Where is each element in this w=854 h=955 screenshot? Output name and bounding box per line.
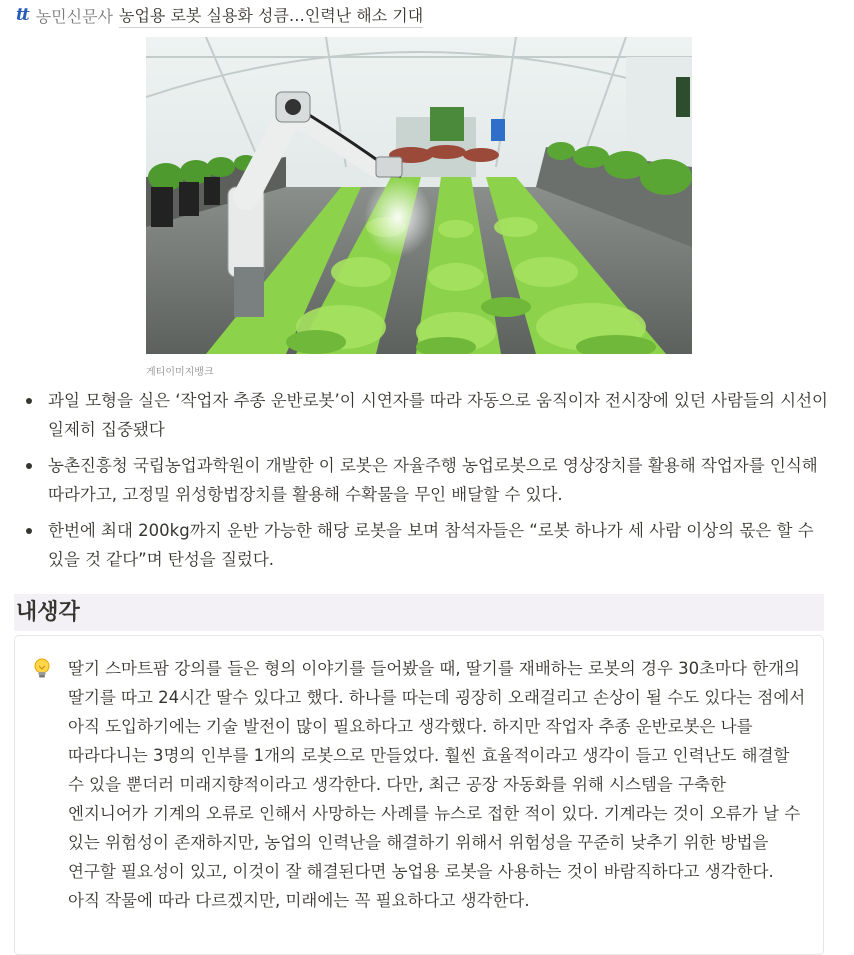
bullet-text: 과일 모형을 실은 ‘작업자 추종 운반로봇’이 시연자를 따라 자동으로 움직이자 전시장에 있던 사람들의 시선이 일제히 집중됐다	[48, 391, 828, 439]
bookmark-link[interactable]	[16, 2, 423, 28]
bullet-dot-icon	[26, 528, 32, 534]
bullet-text: 한번에 최대 200kg까지 운반 가능한 해당 로봇을 보며 참석자들은 “로봇 하나가 세 사람 이상의 몫은 할 수 있을 것 같다”며 탄성을 질렀다.	[48, 521, 814, 569]
summary-bullet-list	[22, 386, 830, 581]
section-heading: 내생각	[14, 594, 824, 631]
link-title[interactable]: 농업용 로봇 실용화 성큼…인력난 해소 기대	[119, 3, 423, 28]
lightbulb-icon	[33, 658, 51, 684]
bullet-dot-icon	[26, 463, 32, 469]
link-source: 농민신문사	[35, 6, 113, 26]
callout-text: 딸기 스마트팜 강의를 들은 형의 이야기를 들어봤을 때, 딸기를 재배하는 로봇의 경우 30초마다 한개의 딸기를 따고 24시간 딸수 있다고 했다. 하나를 따는데 굉장히 오래걸리고 손상이 될 수도 있다는 점에서 아직 도입하기에는 기술 발전이 많이 필요하다고 생각했다. 하지만 작업자 추종 운반로봇은 나를 따라다니는 3명의 인부를 1개의 로봇으로 만들었다. 훨씬 효율적이라고 생각이 들고 인력난도 해결할 수 있을 뿐더러 미래지향적이라고 생각한다. 다만, 최근 공장 자동화를 위해 시스템을 구축한 엔지니어가 기계의 오류로 인해서 사망하는 사례를 뉴스로 접한 적이 있다. 기계라는 것이 오류가 날 수 있는 위험성이 존재하지만, 농업의 인력난을 해결하기 위해서 위험성을 꾸준히 낮추기 위한 방법을 연구할 필요성이 있고, 이것이 잘 해결된다면 농업용 로봇을 사용하는 것이 바람직하다고 생각한다. 아직 작물에 따라 다르겠지만, 미래에는 꼭 필요하다고 생각한다.	[68, 659, 806, 910]
photo-caption: 게티이미지뱅크	[146, 367, 214, 378]
bullet-item	[22, 516, 830, 574]
bullet-dot-icon	[26, 398, 32, 404]
bullet-item	[22, 451, 830, 509]
callout-block	[14, 635, 824, 955]
greenhouse-robot-photo	[146, 37, 692, 354]
bullet-text: 농촌진흥청 국립농업과학원이 개발한 이 로봇은 자율주행 농업로봇으로 영상장치를 활용해 작업자를 인식해 따라가고, 고정밀 위성항법장치를 활용해 수확물을 무인 배달할 수 있다.	[48, 456, 818, 504]
newspaper-logo-icon: tt	[16, 5, 28, 25]
bullet-item	[22, 386, 830, 444]
